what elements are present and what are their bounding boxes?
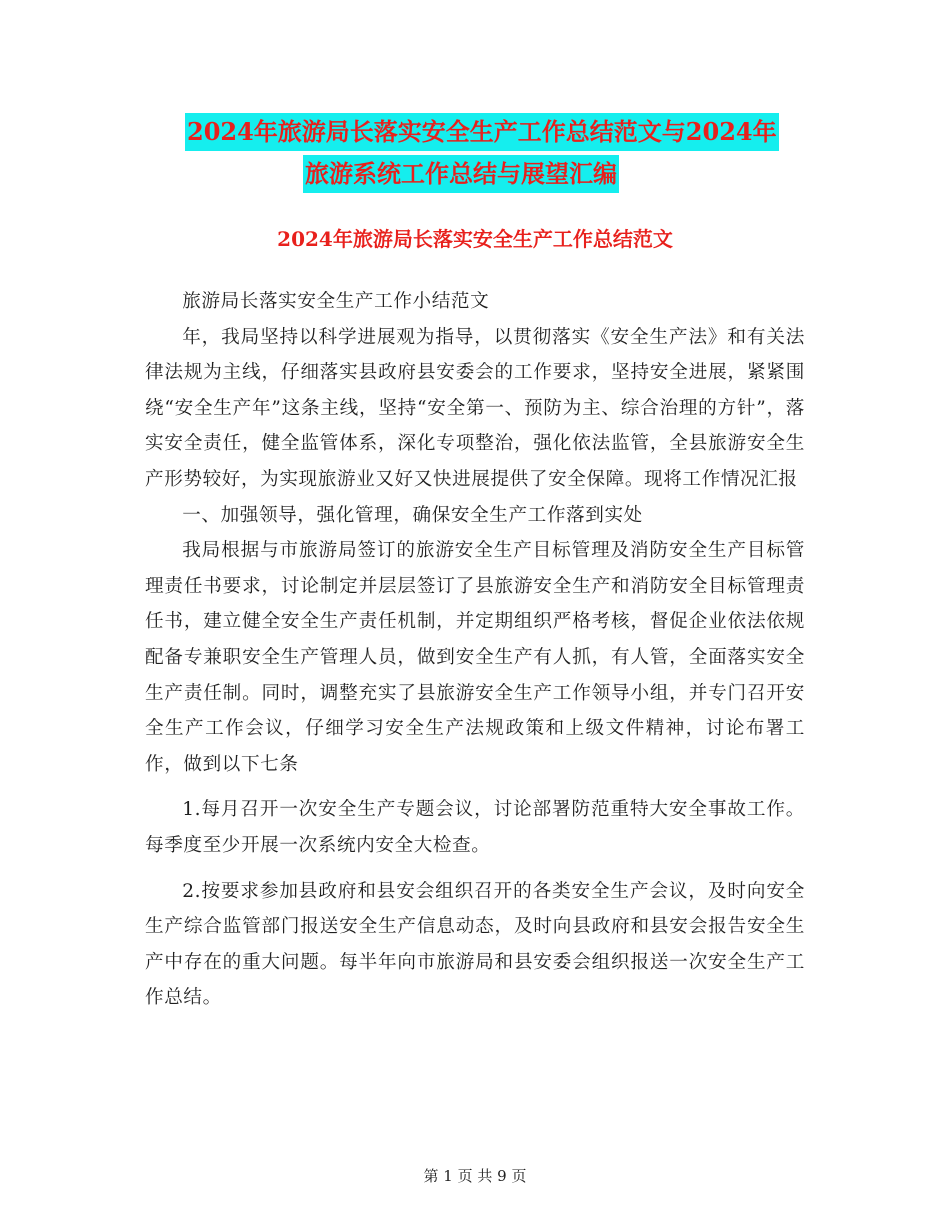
paragraph-item-1: 1.每月召开一次安全生产专题会议，讨论部署防范重特大安全事故工作。每季度至少开展一次系统内安全大检查。 [145,799,805,856]
section-title: 2024年旅游局长落实安全生产工作总结范文 [277,227,673,251]
paragraph-intro: 年，我局坚持以科学进展观为指导，以贯彻落实《安全生产法》和有关法律法规为主线，仔细落实县政府县安委会的工作要求，坚持安全进展，紧紧围绕“安全生产年”这条主线，坚持“安全第一、预防为主、综合治理的方针”，落实安全责任，健全监管体系，深化专项整治，强化依法监管，全县旅游安全生产形势较好，为实现旅游业又好又快进展提供了安全保障。现将工作情况汇报 [145,326,805,490]
paragraph-body-1: 我局根据与市旅游局签订的旅游安全生产目标管理及消防安全生产目标管理责任书要求，讨论制定并层层签订了县旅游安全生产和消防安全目标管理责任书，建立健全安全生产责任机制，并定期组织严格考核，督促企业依法依规配备专兼职安全生产管理人员，做到安全生产有人抓，有人管，全面落实安全生产责任制。同时，调整充实了县旅游安全生产工作领导小组，并专门召开安全生产工作会议，仔细学习安全生产法规政策和上级文件精神，讨论布署工作，做到以下七条 [145,540,805,775]
document-title-line-2: 旅游系统工作总结与展望汇编 [303,155,619,193]
document-body [145,284,805,1016]
page-footer: 第 1 页 共 9 页 [423,1167,527,1185]
paragraph-item-2: 2.按要求参加县政府和县安会组织召开的各类安全生产会议，及时向安全生产综合监管部门报送安全生产信息动态，及时向县政府和县安会报告安全生产中存在的重大问题。每半年向市旅游局和县安委会组织报送一次安全生产工作总结。 [145,880,805,1009]
paragraph-subtitle: 旅游局长落实安全生产工作小结范文 [182,291,490,312]
document-title-line-1: 2024年旅游局长落实安全生产工作总结范文与2024年 [185,113,779,151]
paragraph-heading-1: 一、加强领导，强化管理，确保安全生产工作落到实处 [182,504,643,526]
